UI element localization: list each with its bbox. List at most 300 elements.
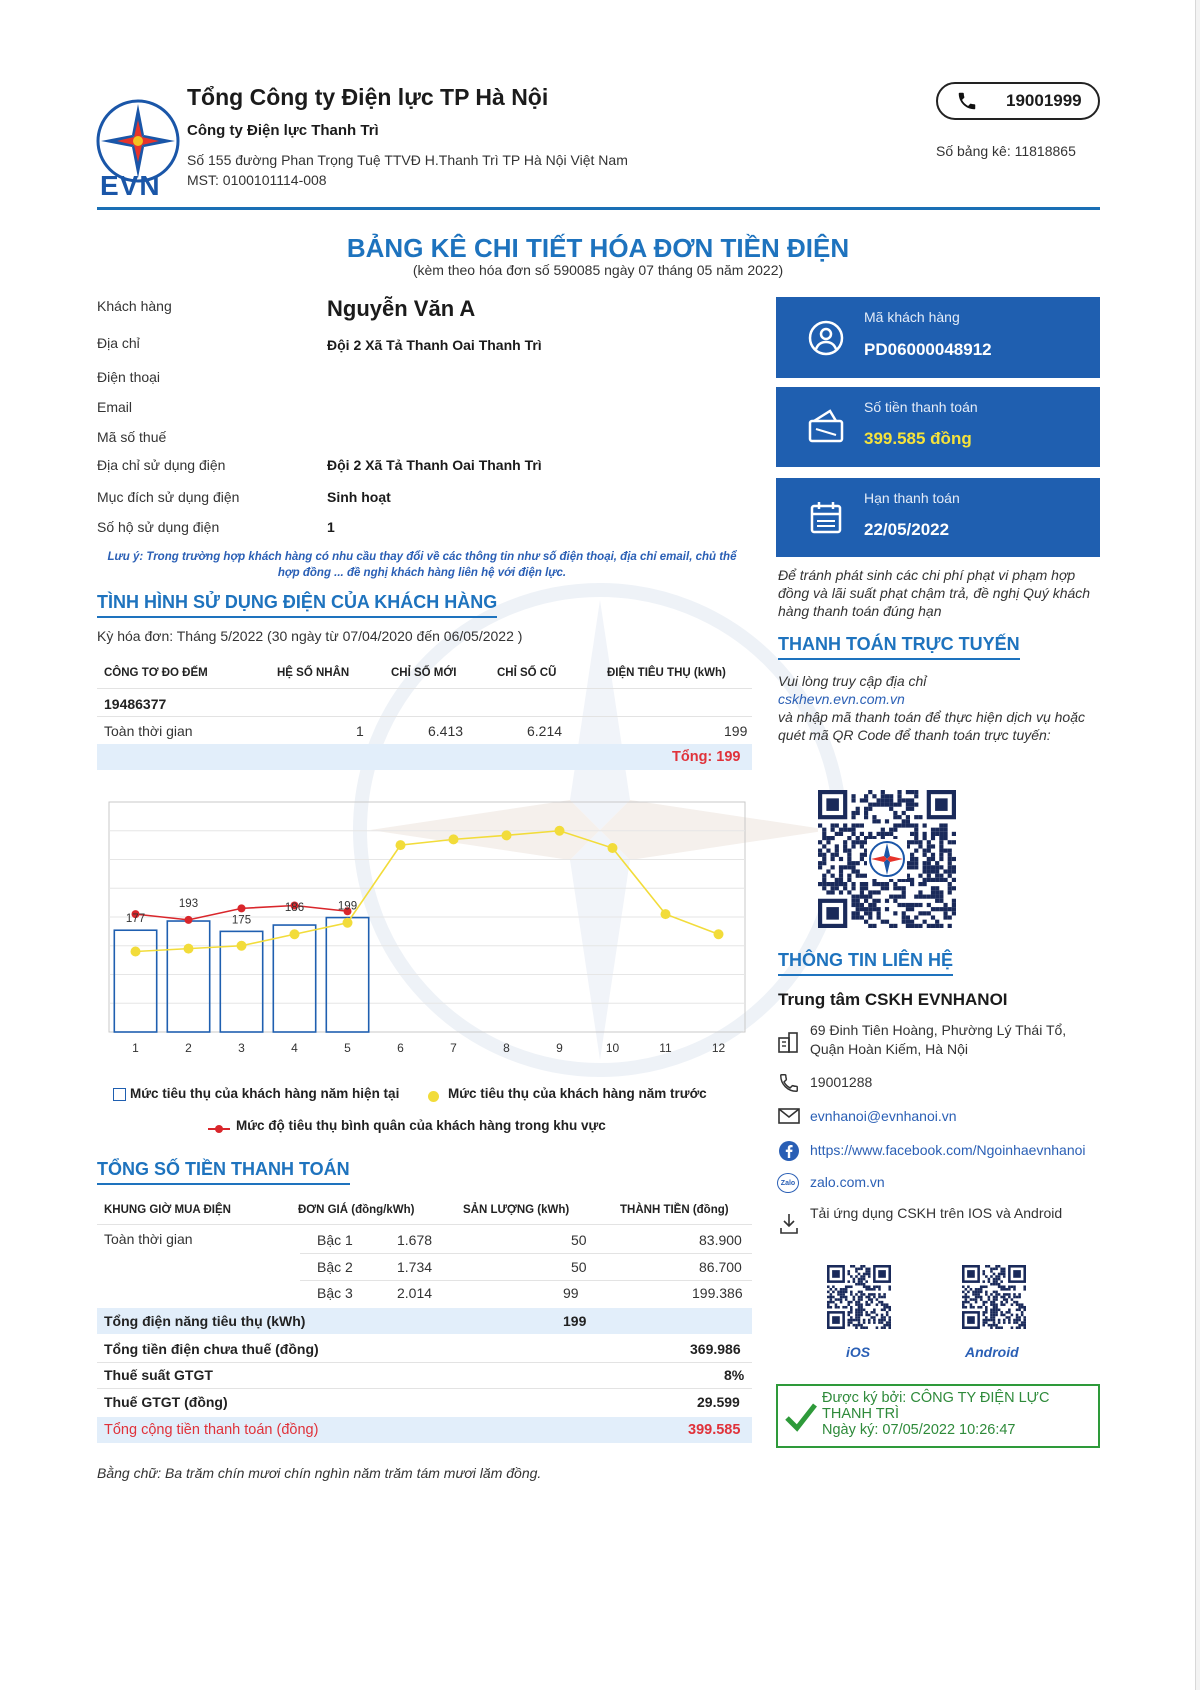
- qr-module: [975, 1291, 978, 1294]
- email-icon: [778, 1107, 800, 1125]
- divider: [97, 1224, 752, 1225]
- chart-area-average-point: [238, 904, 246, 912]
- payment-qr-code[interactable]: [818, 790, 956, 928]
- qr-module: [985, 1309, 988, 1312]
- chart-previous-year-point: [608, 843, 618, 853]
- legend-bar-swatch: [113, 1088, 126, 1101]
- qr-module: [822, 857, 826, 861]
- qr-module: [993, 1311, 996, 1314]
- qr-module: [839, 882, 843, 886]
- branch-name: Công ty Điện lực Thanh Trì: [187, 122, 379, 139]
- qr-module: [855, 1316, 858, 1319]
- qr-module: [893, 828, 897, 832]
- qr-module: [910, 840, 914, 844]
- qr-module: [860, 886, 864, 890]
- contact-email[interactable]: evnhanoi@evnhanoi.vn: [810, 1108, 957, 1124]
- qr-module: [1018, 1296, 1021, 1299]
- qr-module: [847, 828, 851, 832]
- qr-module: [1023, 1285, 1026, 1288]
- qr-module: [893, 823, 897, 827]
- chart-data-label: 199: [337, 900, 358, 913]
- chart-previous-year-point: [290, 929, 300, 939]
- qr-module: [860, 1265, 863, 1268]
- qr-module: [998, 1273, 1001, 1276]
- qr-module: [888, 1306, 891, 1309]
- meter-multiplier: 1: [356, 723, 364, 739]
- qr-module: [995, 1309, 998, 1312]
- qr-evn-logo-icon: [870, 842, 904, 876]
- qr-module: [1008, 1319, 1011, 1322]
- qr-module: [902, 886, 906, 890]
- qr-module: [855, 1270, 858, 1273]
- vat-label: Thuế GTGT (đồng): [104, 1394, 228, 1410]
- qr-module: [863, 1278, 866, 1281]
- qr-module: [923, 836, 927, 840]
- qr-module: [902, 903, 906, 907]
- qr-module: [1013, 1293, 1016, 1296]
- qr-module: [865, 1311, 868, 1314]
- qr-module: [851, 823, 855, 827]
- meter-period: Toàn thời gian: [104, 723, 193, 739]
- qr-module: [851, 798, 855, 802]
- qr-module: [877, 911, 881, 915]
- qr-module: [868, 1293, 871, 1296]
- qr-module: [847, 1314, 850, 1317]
- qr-module: [985, 1301, 988, 1304]
- qr-module: [914, 861, 918, 865]
- qr-module: [1003, 1293, 1006, 1296]
- qr-module: [982, 1270, 985, 1273]
- ios-label[interactable]: iOS: [846, 1344, 871, 1360]
- qr-module: [850, 1321, 853, 1324]
- qr-module: [931, 865, 935, 869]
- qr-module: [962, 1291, 965, 1294]
- qr-module: [967, 1291, 970, 1294]
- qr-module: [868, 803, 872, 807]
- late-payment-warning: Để tránh phát sinh các chi phí phạt vi phạm hợp đồng và lãi suất phạt chậm trả, đề nghị Quý khách hàng thanh toán đúng hạn: [778, 567, 1091, 619]
- qr-module: [1000, 1326, 1003, 1329]
- qr-module: [943, 907, 947, 911]
- qr-module: [872, 899, 876, 903]
- qr-module: [1000, 1285, 1003, 1288]
- qr-module: [993, 1298, 996, 1301]
- qr-module: [1003, 1275, 1006, 1278]
- qr-module: [865, 1270, 868, 1273]
- qr-module: [1006, 1298, 1009, 1301]
- qr-module: [995, 1306, 998, 1309]
- qr-module: [1016, 1321, 1019, 1324]
- qr-module: [914, 924, 918, 928]
- qr-module: [863, 1285, 866, 1288]
- qr-module: [864, 907, 868, 911]
- user-icon: [806, 318, 846, 358]
- qr-module: [1011, 1285, 1014, 1288]
- qr-module: [943, 823, 947, 827]
- qr-module: [965, 1293, 968, 1296]
- qr-module: [865, 1301, 868, 1304]
- qr-module: [886, 1324, 889, 1327]
- qr-module: [889, 807, 893, 811]
- ios-qr-code[interactable]: [827, 1265, 891, 1329]
- qr-module: [840, 1288, 843, 1291]
- qr-module: [918, 844, 922, 848]
- qr-module: [985, 1293, 988, 1296]
- qr-module: [864, 815, 868, 819]
- qr-module: [860, 1278, 863, 1281]
- qr-module: [939, 874, 943, 878]
- qr-module: [847, 865, 851, 869]
- qr-module: [923, 853, 927, 857]
- qr-module: [840, 1301, 843, 1304]
- qr-module: [860, 890, 864, 894]
- qr-module: [927, 849, 931, 853]
- qr-module: [860, 823, 864, 827]
- qr-module: [998, 1326, 1001, 1329]
- qr-module: [1023, 1288, 1026, 1291]
- qr-module: [860, 882, 864, 886]
- qr-module: [855, 1293, 858, 1296]
- contact-title: THÔNG TIN LIÊN HỆ: [778, 950, 953, 976]
- qr-module: [918, 815, 922, 819]
- qr-module: [881, 882, 885, 886]
- qr-module: [868, 832, 872, 836]
- qr-module: [943, 836, 947, 840]
- qr-module: [998, 1275, 1001, 1278]
- qr-module: [1021, 1321, 1024, 1324]
- qr-module: [918, 911, 922, 915]
- online-payment-title: THANH TOÁN TRỰC TUYẾN: [778, 634, 1020, 660]
- qr-module: [988, 1278, 991, 1281]
- qr-module: [855, 1301, 858, 1304]
- qr-module: [977, 1293, 980, 1296]
- qr-module: [871, 1311, 874, 1314]
- phone-icon: [778, 1072, 800, 1094]
- qr-module: [868, 915, 872, 919]
- qr-module: [962, 1296, 965, 1299]
- qr-module: [990, 1270, 993, 1273]
- qr-module: [1016, 1296, 1019, 1299]
- tier-1-qty: 50: [571, 1232, 587, 1248]
- qr-module: [1023, 1326, 1026, 1329]
- qr-module: [935, 890, 939, 894]
- qr-module: [873, 1311, 876, 1314]
- qr-module: [914, 915, 918, 919]
- hotline-button[interactable]: [936, 82, 1100, 120]
- qr-module: [975, 1293, 978, 1296]
- qr-module: [885, 794, 889, 798]
- qr-module: [952, 869, 956, 873]
- qr-module: [868, 1285, 871, 1288]
- qr-module: [847, 1319, 850, 1322]
- qr-module: [851, 895, 855, 899]
- signature-line-3: Ngày ký: 07/05/2022 10:26:47: [822, 1422, 1016, 1438]
- qr-module: [818, 849, 822, 853]
- qr-module: [906, 915, 910, 919]
- qr-module: [970, 1306, 973, 1309]
- qr-module: [826, 869, 830, 873]
- qr-module: [1000, 1268, 1003, 1271]
- qr-module: [972, 1293, 975, 1296]
- qr-module: [858, 1303, 861, 1306]
- online-payment-link[interactable]: cskhevn.evn.com.vn: [778, 691, 905, 707]
- qr-module: [923, 869, 927, 873]
- qr-module: [1000, 1303, 1003, 1306]
- qr-module: [985, 1319, 988, 1322]
- qr-module: [1011, 1326, 1014, 1329]
- qr-module: [856, 903, 860, 907]
- qr-module: [865, 1280, 868, 1283]
- qr-module: [993, 1309, 996, 1312]
- contact-zalo[interactable]: zalo.com.vn: [810, 1174, 885, 1190]
- qr-module: [931, 895, 935, 899]
- qr-module: [914, 832, 918, 836]
- col-amount: THÀNH TIỀN (đồng): [620, 1204, 729, 1216]
- chart-previous-year-point: [449, 834, 459, 844]
- qr-module: [993, 1303, 996, 1306]
- qr-module: [990, 1268, 993, 1271]
- qr-module: [851, 865, 855, 869]
- qr-finder: [826, 798, 839, 811]
- qr-module: [865, 1288, 868, 1291]
- qr-module: [993, 1306, 996, 1309]
- qr-module: [864, 911, 868, 915]
- qr-module: [873, 1319, 876, 1322]
- qr-module: [923, 895, 927, 899]
- download-app-icon: [778, 1212, 800, 1236]
- qr-module: [906, 924, 910, 928]
- qr-module: [860, 907, 864, 911]
- qr-module: [856, 807, 860, 811]
- label-tax-code: Mã số thuế: [97, 429, 167, 445]
- qr-module: [885, 832, 889, 836]
- contact-facebook[interactable]: https://www.facebook.com/Ngoinhaevnhanoi: [810, 1142, 1086, 1158]
- qr-module: [1023, 1306, 1026, 1309]
- qr-module: [883, 1306, 886, 1309]
- customer-address: Đội 2 Xã Tả Thanh Oai Thanh Trì: [327, 337, 542, 353]
- qr-module: [975, 1301, 978, 1304]
- qr-module: [847, 1280, 850, 1283]
- tier-2-name: Bậc 2: [317, 1259, 353, 1275]
- qr-module: [865, 1314, 868, 1317]
- payment-slot: Toàn thời gian: [104, 1231, 193, 1247]
- qr-module: [822, 853, 826, 857]
- qr-module: [883, 1319, 886, 1322]
- qr-module: [835, 853, 839, 857]
- amount-in-words: Bằng chữ: Ba trăm chín mươi chín nghìn năm trăm tám mươi lăm đồng.: [97, 1465, 542, 1481]
- qr-module: [910, 798, 914, 802]
- qr-module: [939, 823, 943, 827]
- qr-module: [993, 1314, 996, 1317]
- qr-module: [851, 840, 855, 844]
- qr-module: [935, 895, 939, 899]
- qr-module: [863, 1319, 866, 1322]
- qr-module: [902, 819, 906, 823]
- qr-module: [998, 1278, 1001, 1281]
- qr-finder: [1013, 1270, 1021, 1278]
- android-label[interactable]: Android: [965, 1344, 1019, 1360]
- qr-module: [876, 1326, 879, 1329]
- signature-line-1: Được ký bởi: CÔNG TY ĐIỆN LỰC: [822, 1390, 1050, 1406]
- qr-module: [1003, 1296, 1006, 1299]
- qr-module: [935, 920, 939, 924]
- label-address: Địa chỉ: [97, 335, 140, 351]
- qr-module: [856, 899, 860, 903]
- qr-module: [998, 1283, 1001, 1286]
- qr-module: [927, 840, 931, 844]
- qr-finder: [967, 1270, 975, 1278]
- qr-module: [990, 1316, 993, 1319]
- qr-module: [910, 907, 914, 911]
- qr-module: [1006, 1311, 1009, 1314]
- legend-area-average: Mức độ tiêu thụ bình quân của khách hàng trong khu vực: [236, 1118, 606, 1133]
- qr-module: [1018, 1326, 1021, 1329]
- customer-note: Lưu ý: Trong trường hợp khách hàng có nhu cầu thay đổi về các thông tin như số điện thoại, địa chỉ email, chủ thể hợp đồng ... đề nghị khách hàng liên hệ với điện lực.: [107, 551, 737, 579]
- qr-module: [993, 1316, 996, 1319]
- qr-module: [881, 1314, 884, 1317]
- chart-x-tick-label: 8: [503, 1041, 510, 1052]
- qr-module: [868, 1275, 871, 1278]
- qr-module: [965, 1306, 968, 1309]
- qr-module: [881, 832, 885, 836]
- meter-number: 19486377: [104, 696, 167, 712]
- qr-module: [831, 874, 835, 878]
- total-band: [97, 744, 752, 770]
- qr-module: [885, 899, 889, 903]
- qr-module: [858, 1298, 861, 1301]
- chart-previous-year-point: [184, 944, 194, 954]
- qr-module: [935, 907, 939, 911]
- qr-module: [847, 878, 851, 882]
- qr-module: [871, 1288, 874, 1291]
- qr-module: [985, 1311, 988, 1314]
- qr-module: [839, 878, 843, 882]
- qr-module: [853, 1319, 856, 1322]
- qr-module: [847, 1285, 850, 1288]
- qr-module: [863, 1273, 866, 1276]
- qr-module: [885, 907, 889, 911]
- qr-module: [906, 823, 910, 827]
- legend-current-year: Mức tiêu thụ của khách hàng năm hiện tại: [130, 1086, 400, 1101]
- contact-phone[interactable]: 19001288: [810, 1074, 873, 1090]
- qr-module: [1013, 1301, 1016, 1304]
- chart-previous-year-point: [237, 941, 247, 951]
- qr-module: [1021, 1311, 1024, 1314]
- qr-module: [939, 878, 943, 882]
- qr-module: [858, 1314, 861, 1317]
- android-qr-code[interactable]: [962, 1265, 1026, 1329]
- qr-module: [881, 920, 885, 924]
- qr-module: [853, 1298, 856, 1301]
- qr-module: [918, 903, 922, 907]
- qr-module: [851, 882, 855, 886]
- qr-module: [952, 907, 956, 911]
- qr-module: [876, 1314, 879, 1317]
- qr-module: [977, 1288, 980, 1291]
- qr-module: [856, 869, 860, 873]
- qr-module: [822, 878, 826, 882]
- qr-module: [847, 1270, 850, 1273]
- qr-module: [827, 1291, 830, 1294]
- qr-module: [826, 840, 830, 844]
- qr-module: [839, 869, 843, 873]
- qr-module: [860, 853, 864, 857]
- qr-module: [897, 803, 901, 807]
- qr-module: [918, 890, 922, 894]
- qr-module: [948, 853, 952, 857]
- qr-module: [980, 1306, 983, 1309]
- qr-module: [982, 1321, 985, 1324]
- qr-module: [885, 920, 889, 924]
- qr-module: [906, 798, 910, 802]
- qr-module: [906, 807, 910, 811]
- qr-module: [993, 1296, 996, 1299]
- qr-module: [832, 1291, 835, 1294]
- divider: [97, 688, 752, 689]
- qr-module: [1011, 1298, 1014, 1301]
- qr-module: [910, 807, 914, 811]
- qr-module: [822, 874, 826, 878]
- company-address: Số 155 đường Phan Trọng Tuệ TTVĐ H.Thanh Trì TP Hà Nội Việt Nam: [187, 152, 628, 168]
- document-title: BẢNG KÊ CHI TIẾT HÓA ĐƠN TIỀN ĐIỆN: [346, 233, 850, 263]
- tier-1-price: 1.678: [397, 1232, 433, 1248]
- qr-module: [893, 882, 897, 886]
- qr-module: [993, 1321, 996, 1324]
- qr-module: [1021, 1303, 1024, 1306]
- qr-module: [840, 1293, 843, 1296]
- qr-module: [850, 1301, 853, 1304]
- qr-module: [995, 1265, 998, 1268]
- qr-module: [965, 1301, 968, 1304]
- qr-module: [847, 861, 851, 865]
- qr-module: [948, 840, 952, 844]
- col-time-slot: KHUNG GIỜ MUA ĐIỆN: [104, 1204, 231, 1216]
- qr-module: [868, 1268, 871, 1271]
- qr-module: [1013, 1321, 1016, 1324]
- qr-module: [931, 869, 935, 873]
- qr-module: [885, 819, 889, 823]
- divider: [300, 1253, 752, 1254]
- qr-module: [927, 857, 931, 861]
- chart-data-label: 177: [125, 913, 146, 926]
- qr-module: [988, 1265, 991, 1268]
- qr-module: [881, 1296, 884, 1299]
- qr-module: [1003, 1273, 1006, 1276]
- qr-module: [906, 819, 910, 823]
- qr-module: [883, 1309, 886, 1312]
- qr-module: [952, 840, 956, 844]
- chart-bar: [167, 921, 209, 1032]
- qr-module: [843, 886, 847, 890]
- qr-module: [993, 1319, 996, 1322]
- qr-module: [818, 882, 822, 886]
- qr-module: [993, 1268, 996, 1271]
- qr-module: [1003, 1285, 1006, 1288]
- qr-module: [835, 1306, 838, 1309]
- qr-module: [840, 1291, 843, 1294]
- qr-module: [830, 1298, 833, 1301]
- qr-module: [830, 1301, 833, 1304]
- qr-module: [885, 882, 889, 886]
- qr-module: [962, 1303, 965, 1306]
- qr-module: [832, 1296, 835, 1299]
- qr-module: [855, 1268, 858, 1271]
- qr-module: [835, 844, 839, 848]
- qr-module: [886, 1321, 889, 1324]
- qr-module: [927, 874, 931, 878]
- qr-module: [860, 1280, 863, 1283]
- qr-module: [1008, 1285, 1011, 1288]
- label-purpose: Mục đích sử dụng điện: [97, 489, 240, 505]
